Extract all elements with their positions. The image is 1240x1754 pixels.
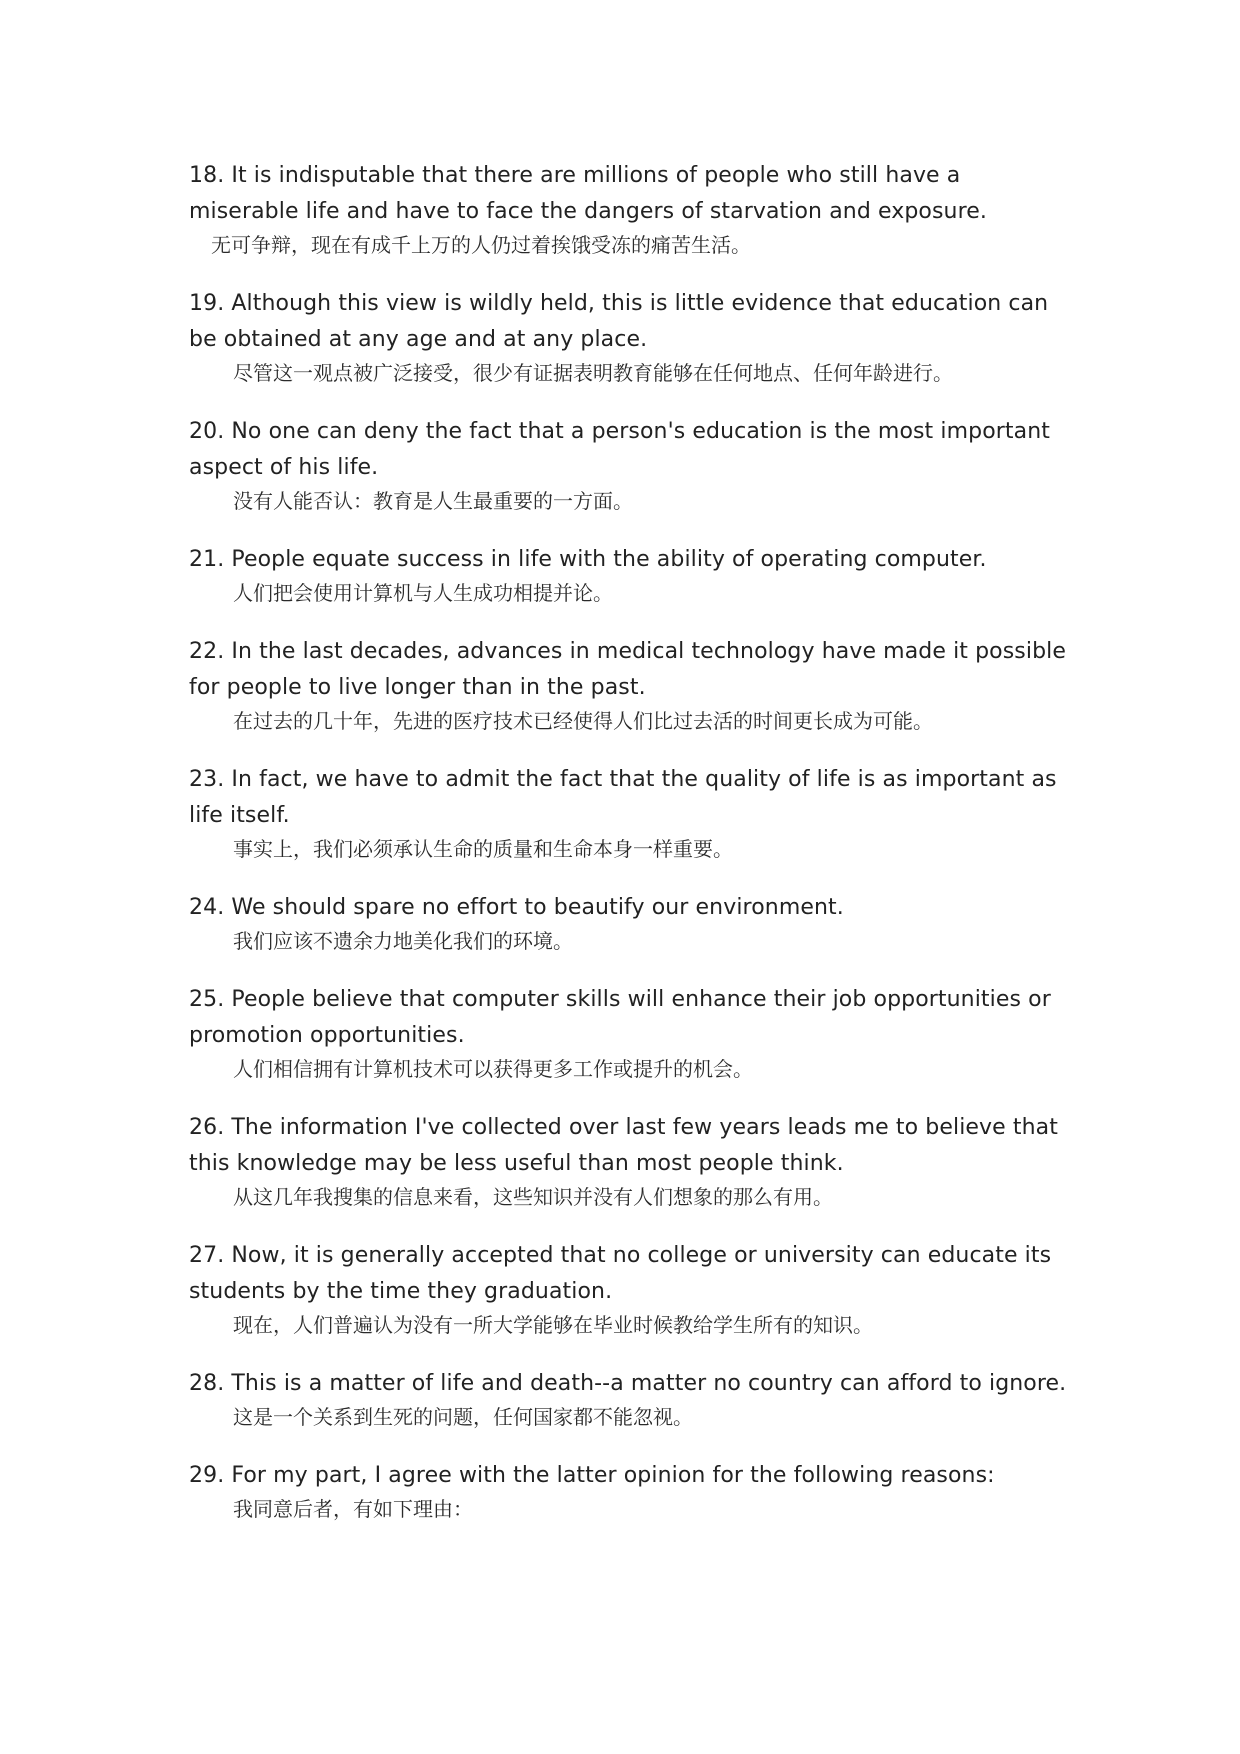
english-sentence: 21. People equate success in life with the ability of operating computer. xyxy=(189,547,987,572)
chinese-translation: 人们相信拥有计算机技术可以获得更多工作或提升的机会。 xyxy=(233,1057,753,1081)
sentence-list xyxy=(189,158,1069,1550)
sentence-entry-27 xyxy=(189,1238,1069,1340)
sentence-entry-29 xyxy=(189,1458,1069,1524)
chinese-translation: 在过去的几十年，先进的医疗技术已经使得人们比过去活的时间更长成为可能。 xyxy=(233,709,933,733)
sentence-entry-18 xyxy=(189,158,1069,260)
english-sentence: 29. For my part, I agree with the latter opinion for the following reasons: xyxy=(189,1463,995,1488)
english-sentence: 28. This is a matter of life and death--a matter no country can afford to ignore. xyxy=(189,1371,1067,1396)
chinese-translation: 没有人能否认：教育是人生最重要的一方面。 xyxy=(233,489,633,513)
chinese-translation: 我们应该不遗余力地美化我们的环境。 xyxy=(233,929,573,953)
english-sentence: 20. No one can deny the fact that a person's education is the most important aspect of his life. xyxy=(189,419,1050,480)
sentence-entry-22 xyxy=(189,634,1069,736)
chinese-translation: 事实上，我们必须承认生命的质量和生命本身一样重要。 xyxy=(233,837,733,861)
sentence-entry-28 xyxy=(189,1366,1069,1432)
sentence-entry-23 xyxy=(189,762,1069,864)
sentence-entry-24 xyxy=(189,890,1069,956)
sentence-entry-26 xyxy=(189,1110,1069,1212)
chinese-translation: 尽管这一观点被广泛接受，很少有证据表明教育能够在任何地点、任何年龄进行。 xyxy=(233,361,953,385)
sentence-entry-25 xyxy=(189,982,1069,1084)
chinese-translation: 从这几年我搜集的信息来看，这些知识并没有人们想象的那么有用。 xyxy=(233,1185,833,1209)
english-sentence: 26. The information I've collected over last few years leads me to believe that this knowledge may be less useful than most people think. xyxy=(189,1115,1058,1176)
chinese-translation: 现在，人们普遍认为没有一所大学能够在毕业时候教给学生所有的知识。 xyxy=(233,1313,873,1337)
english-sentence: 19. Although this view is wildly held, this is little evidence that education can be obtained at any age and at any place. xyxy=(189,291,1049,352)
english-sentence: 25. People believe that computer skills will enhance their job opportunities or promotion opportunities. xyxy=(189,987,1051,1048)
chinese-translation: 我同意后者，有如下理由： xyxy=(233,1497,473,1521)
english-sentence: 22. In the last decades, advances in medical technology have made it possible for people to live longer than in the past. xyxy=(189,639,1066,700)
english-sentence: 18. It is indisputable that there are millions of people who still have a miserable life and have to face the dangers of starvation and exposure. xyxy=(189,163,987,224)
chinese-translation: 无可争辩，现在有成千上万的人仍过着挨饿受冻的痛苦生活。 xyxy=(211,233,751,257)
english-sentence: 27. Now, it is generally accepted that no college or university can educate its students by the time they graduation. xyxy=(189,1243,1052,1304)
sentence-entry-20 xyxy=(189,414,1069,516)
sentence-entry-19 xyxy=(189,286,1069,388)
english-sentence: 23. In fact, we have to admit the fact that the quality of life is as important as life itself. xyxy=(189,767,1057,828)
chinese-translation: 这是一个关系到生死的问题，任何国家都不能忽视。 xyxy=(233,1405,693,1429)
chinese-translation: 人们把会使用计算机与人生成功相提并论。 xyxy=(233,581,613,605)
english-sentence: 24. We should spare no effort to beautify our environment. xyxy=(189,895,844,920)
sentence-entry-21 xyxy=(189,542,1069,608)
